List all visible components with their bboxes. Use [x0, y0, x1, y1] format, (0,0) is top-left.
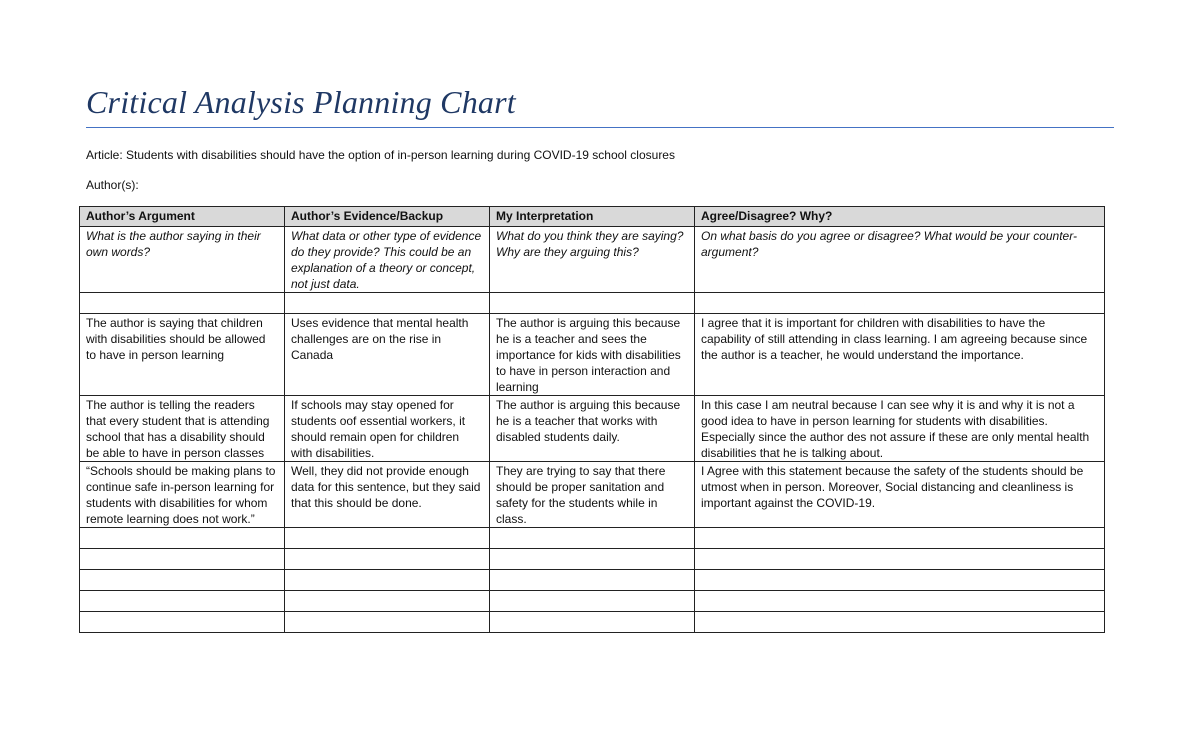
prompt-cell: What is the author saying in their own words?	[80, 227, 285, 293]
table-cell: The author is arguing this because he is a teacher and sees the importance for kids with disabilities to have in person interaction and learning	[490, 314, 695, 396]
empty-cell	[695, 528, 1105, 549]
table-row	[80, 462, 1105, 528]
authors-line: Author(s):	[86, 178, 139, 192]
empty-row	[80, 591, 1105, 612]
table-cell: Well, they did not provide enough data for this sentence, but they said that this should be done.	[285, 462, 490, 528]
prompt-cell: What do you think they are saying? Why are they arguing this?	[490, 227, 695, 293]
header-agree-disagree: Agree/Disagree? Why?	[695, 207, 1105, 227]
table-cell: Uses evidence that mental health challenges are on the rise in Canada	[285, 314, 490, 396]
empty-row	[80, 549, 1105, 570]
empty-cell	[490, 570, 695, 591]
table-cell: The author is telling the readers that every student that is attending school that has a disability should be able to have in person classes	[80, 396, 285, 462]
empty-cell	[490, 528, 695, 549]
empty-cell	[695, 612, 1105, 633]
empty-cell	[695, 570, 1105, 591]
empty-cell	[285, 591, 490, 612]
empty-row	[80, 570, 1105, 591]
header-authors-argument: Author’s Argument	[80, 207, 285, 227]
table-cell: In this case I am neutral because I can see why it is and why it is not a good idea to have in person learning for students with disabilities. Especially since the author des not assure if these are only mental health disabilities that he is talking about.	[695, 396, 1105, 462]
empty-row	[80, 528, 1105, 549]
table-cell: The author is arguing this because he is a teacher that works with disabled students daily.	[490, 396, 695, 462]
empty-cell	[80, 612, 285, 633]
table-cell: If schools may stay opened for students oof essential workers, it should remain open for children with disabilities.	[285, 396, 490, 462]
empty-row	[80, 293, 1105, 314]
table-cell: They are trying to say that there should be proper sanitation and safety for the students while in class.	[490, 462, 695, 528]
header-authors-evidence: Author’s Evidence/Backup	[285, 207, 490, 227]
empty-cell	[695, 549, 1105, 570]
empty-cell	[490, 293, 695, 314]
empty-cell	[80, 293, 285, 314]
empty-cell	[490, 591, 695, 612]
prompt-cell: On what basis do you agree or disagree? What would be your counter-argument?	[695, 227, 1105, 293]
table-row	[80, 396, 1105, 462]
header-my-interpretation: My Interpretation	[490, 207, 695, 227]
empty-cell	[285, 293, 490, 314]
table-cell: The author is saying that children with disabilities should be allowed to have in person learning	[80, 314, 285, 396]
table-cell: I agree that it is important for children with disabilities to have the capability of still attending in class learning. I am agreeing because since the author is a teacher, he would understand the importance.	[695, 314, 1105, 396]
table-cell: “Schools should be making plans to continue safe in-person learning for students with disabilities for whom remote learning does not work.”	[80, 462, 285, 528]
table-cell: I Agree with this statement because the safety of the students should be utmost when in person. Moreover, Social distancing and cleanliness is important against the COVID-19.	[695, 462, 1105, 528]
empty-cell	[695, 591, 1105, 612]
empty-cell	[490, 612, 695, 633]
prompt-row	[80, 227, 1105, 293]
empty-cell	[285, 528, 490, 549]
empty-cell	[80, 528, 285, 549]
empty-cell	[285, 612, 490, 633]
empty-cell	[80, 570, 285, 591]
empty-cell	[490, 549, 695, 570]
planning-chart-table	[79, 206, 1105, 633]
table-row	[80, 314, 1105, 396]
empty-cell	[695, 293, 1105, 314]
empty-cell	[80, 549, 285, 570]
empty-cell	[285, 570, 490, 591]
empty-row	[80, 612, 1105, 633]
prompt-cell: What data or other type of evidence do they provide? This could be an explanation of a theory or concept, not just data.	[285, 227, 490, 293]
title-underline	[86, 127, 1114, 128]
page-title: Critical Analysis Planning Chart	[86, 84, 516, 120]
empty-cell	[80, 591, 285, 612]
empty-cell	[285, 549, 490, 570]
table-header-row	[80, 207, 1105, 227]
article-line: Article: Students with disabilities should have the option of in-person learning during COVID-19 school closures	[86, 148, 675, 162]
